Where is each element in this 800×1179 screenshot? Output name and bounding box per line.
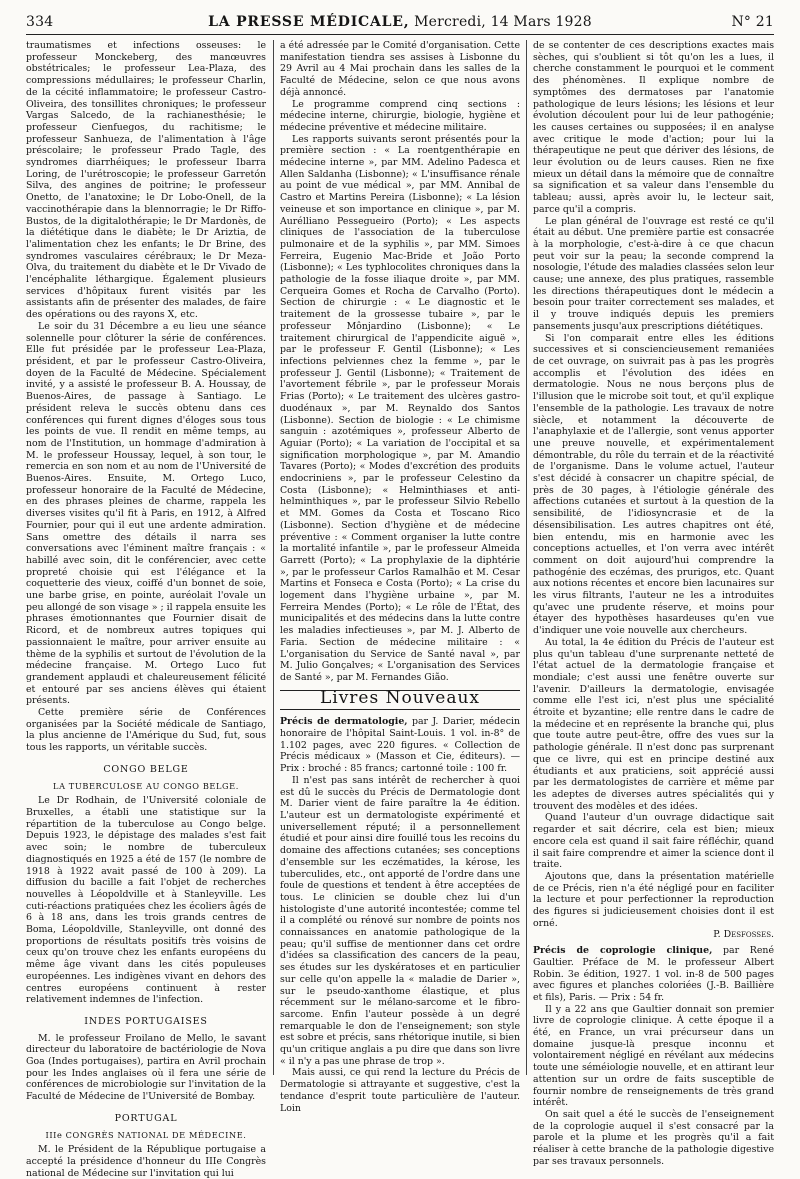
column-2 bbox=[280, 40, 521, 1114]
issue-number: N° 21 bbox=[731, 14, 774, 30]
paragraph: Au total, la 4e édition du Précis de l'auteur est plus qu'un tableau d'une surprenante netteté de l'état actuel de la dermatologie française et mondiale; c'est aussi une fenêtre ouverte sur l'avenir. D'ailleurs la dermatologie, envisagée comme elle l'est ici, n'est plus une spécialité étroite et byzantine; elle rentre dans le cadre de la médecine et en représente la branche qui, plus que toute autre peut-être, offre des vues sur la pathologie générale. Il n'est donc pas surprenant que ce livre, qui est en principe destiné aux étudiants et aux praticiens, soit apprécié aussi par les dermatologistes de carrière et même par les adeptes de diverses autres spécialités qui y trouvent des modèles et des idées. bbox=[533, 636, 774, 812]
book-entry bbox=[533, 945, 774, 1004]
paragraph: de se contenter de ces descriptions exactes mais sèches, qui s'oublient si tôt qu'on les a lues, il cherche constamment le pourquoi et le comment des phénomènes. Il explique nombre de symptômes des dermatoses par l'anatomie pathologique de leurs lésions; les lésions et leur évolution découlent pour lui de leur pathogénie; les causes certaines ou supposées; il en analyse avec critique le mode d'action; pour lui la thérapeutique ne peut que dériver des lésions, de leur évolution ou de leurs causes. Rien ne fixe mieux un détail dans la mémoire que de connaître sa signification et sa valeur dans l'ensemble du tableau; aussi, après avoir lu, le lecteur sait, parce qu'il a compris. bbox=[533, 40, 774, 215]
paragraph: Ajoutons que, dans la présentation matérielle de ce Précis, rien n'a été négligé pour en faciliter la lecture et pour perfectionner la reproduction des figures si judicieusement choisies dont il est orné. bbox=[533, 870, 774, 929]
section-heading-congo: CONGO BELGE bbox=[103, 763, 189, 775]
journal-title: LA PRESSE MÉDICALE, bbox=[208, 14, 410, 30]
section-heading-indes: INDES PORTUGAISES bbox=[84, 1015, 208, 1027]
paragraph: Le programme comprend cinq sections : médecine interne, chirurgie, biologie, hygiène et médecine préventive et médecine militaire. bbox=[280, 98, 520, 133]
book-title: Précis de coprologie clinique, bbox=[533, 945, 713, 957]
paragraph: Les rapports suivants seront présentés pour la première section : « La roentgenthérapie en médecine interne », par MM. Adelino Padesca et Allen Saldanha (Lisbonne); « L'insuffisance rénale au point de vue médical », par MM. Annibal de Castro et Martins Pereira (Lisbonne); « La lésion veineuse et son importance en clinique », par M. Aurélliano Pessegueiro (Porto); « Les aspects cliniques de l'association de la tuberculose pulmonaire et de la syphilis », par MM. Simoes Ferreira, Eugenio Mac-Bride et João Porto (Lisbonne); « Les typhlocolites chroniques dans la pathologie de la fosse iliaque droite », par MM. Cerqueira Gomes et Rocha de Carvalho (Porto). Section de chirurgie : « Le diagnostic et le traitement de la grossesse tubaire », par le professeur Mônjardino (Lisbonne); « Le traitement chirurgical de l'appendicite aiguë », par le professeur F. Gentil (Lisbonne); « Les infections pelviennes chez la femme », par le professeur J. Gentil (Lisbonne); « Traitement de l'avortement fébrile », par le professeur Morais Frias (Porto); « Le traitement des ulcères gastro-duodénaux », par M. Reynaldo dos Santos (Lisbonne). Section de biologie : « Le chimisme sanguin : azotémiques », professeur Alberto de Aguiar (Porto); « La variation de l'occipital et sa signification morphologique », par M. Amandio Tavares (Porto); « Modes d'excrétion des produits endocriniens », par le professeur Celestino da Costa (Lisbonne); « Helminthiases et anti-helminthiques », par le professeur Silvio Rebello et MM. Gomes da Costa et Toscano Rico (Lisbonne). Section d'hygiène et de médecine préventive : « Comment organiser la lutte contre la mortalité infantile », par le professeur Almeida Garrett (Porto); « La prophylaxie de la diphtérie », par le professeur Carlos Ramalhão et M. Cesar Martins et Fonseca e Costa (Porto); « La crise du logement dans l'hygiène urbaine », par M. Ferreira Mendes (Porto); « Le rôle de l'État, des municipalités et des médecins dans la lutte contre les maladies infectieuses », par M. J. Alberto de Faria. Section de médecine militaire : « L'organisation du Service de Santé naval », par M. Julio Gonçalves; « L'organisation des Services de Santé », par M. Fernandes Gião. bbox=[280, 133, 520, 683]
subsection-heading: IIIe CONGRÈS NATIONAL DE MÉDECINE. bbox=[45, 1129, 247, 1140]
author-signature: P. Desfosses. bbox=[713, 929, 774, 941]
paragraph: M. le Président de la République portugaise a accepté la présidence d'honneur du IIIe Congrès national de Médecine sur l'invitation qui lui bbox=[26, 1144, 266, 1179]
paragraph: M. le professeur Froilano de Mello, le savant directeur du laboratoire de bactériologie de Nova Goa (Indes portugaises), partira en Avril prochain pour les Indes anglaises où il fera une série de conférences de microbiologie sur l'invitation de la Faculté de Médecine de l'Université de Bombay. bbox=[26, 1032, 266, 1103]
book-reference: par J. Darier, médecin honoraire de l'hôpital Saint-Louis. 1 vol. in-8° de 1.102 pages, avec 220 figures. « Collection de Précis médicaux » (Masson et Cie, éditeurs). — Prix : broché : 85 francs; cartonné toile : 100 fr. bbox=[280, 716, 521, 775]
issue-date: Mercredi, 14 Mars 1928 bbox=[414, 14, 592, 30]
paragraph: Si l'on comparait entre elles les éditions successives et si consciencieusement remaniées de cet ouvrage, on suivrait pas à pas les progrès accomplis et l'évolution des idées en dermatologie. Nous ne nous berçons plus de l'illusion que le microbe soit tout, et qu'il explique l'ensemble de la pathologie. Les travaux de notre siècle, et notamment la découverte de l'anaphylaxie et de l'allergie, sont venus apporter une preuve nouvelle, et expérimentalement démontrable, du rôle du terrain et de la réactivité de l'organisme. Dans le volume actuel, l'auteur s'est décidé à consacrer un chapitre spécial, de près de 30 pages, à l'étiologie générale des affections cutanées et surtout à la question de la sensibilité, de l'idiosyncrasie et de la désensibilisation. Les autres chapitres ont été, bien entendu, mis en harmonie avec les conceptions actuelles, et l'on verra avec intérêt comment on doit aujourd'hui comprendre la pathogénie des eczémas, des prurigos, etc. Quant aux notions récentes et encore bien lacunaires sur les virus filtrants, l'auteur ne les a introduites qu'avec une prudente réserve, et moins pour étayer des hypothèses hasardeuses qu'en vue d'indiquer une voie nouvelle aux chercheurs. bbox=[533, 332, 774, 637]
paragraph: Cette première série de Conférences organisées par la Société médicale de Santiago, la plus ancienne de l'Amérique du Sud, fut, sous tous les rapports, un véritable succès. bbox=[26, 707, 266, 754]
paragraph: Le soir du 31 Décembre a eu lieu une séance solennelle pour clôturer la série de conférences. Elle fut présidée par le professeur Lea-Plaza, président, et par le professeur Castro-Oliveira, doyen de la Faculté de Médecine. Spécialement invité, y a assisté le professeur B. A. Houssay, de Buenos-Aires, de passage à Santiago. Le président releva le succès obtenu dans ces conférences qui furent dignes d'éloges sous tous les points de vue. Il rendit en même temps, au nom de l'Institution, un hommage d'admiration à M. le professeur Houssay, lequel, à son tour, le remercia en son nom et au nom de l'Université de Buenos-Aires. Ensuite, M. Ortego Luco, professeur honoraire de la Faculté de Médecine, en des phrases pleines de charme, rappela les diverses visites qu'il fit à Paris, en 1912, à Alfred Fournier, pour qui il eut une ardente admiration. Sans omettre des détails il narra ses conversations avec l'éminent maître français : « habillé avec soin, dit le conférencier, avec cette propreté choisie qui est l'élégance et la coquetterie des vieux, coiffé d'un bonnet de soie, une barbe grise, en pointe, auréolait l'ovale un peu allongé de son visage » ; il rappela ensuite les phrases émotionnantes que Fournier disait de Ricord, et de nombreux autres topiques qui passionnaient le maître, pour arriver ensuite au thème de la syphilis et surtout de l'évolution de la médecine française. M. Ortego Luco fut grandement applaudi et chaleureusement félicité et entouré par ses anciens élèves qui étaient présents. bbox=[26, 320, 266, 707]
paragraph: Le Dr Rodhain, de l'Université coloniale de Bruxelles, a établi une statistique sur la répartition de la tuberculose au Congo belge. Depuis 1923, le dépistage des malades s'est fait avec soin; le nombre de tuberculeux diagnostiqués en 1925 a été de 157 (le nombre de 1918 à 1922 avait passé de 100 à 209). La diffusion du bacille a fait l'objet de recherches nouvelles à Léopoldville et à Stanleyville. Les cuti-réactions pratiquées chez les écoliers âgés de 6 à 18 ans, dans les trois grands centres de Boma, Léopoldville, Stanleyville, ont donné des proportions de résultats positifs très voisins de ceux qu'on trouve chez les enfants européens du même âge vivant dans les cités populeuses européennes. Les indigènes vivant en dehors des centres européens continuent à rester relativement indemnes de l'infection. bbox=[26, 795, 266, 1006]
section-title: Livres Nouveaux bbox=[319, 687, 481, 708]
paragraph: On sait quel a été le succès de l'enseignement de la coprologie auquel il s'est consacré par la parole et la plume et les progrès qu'il a fait réaliser à cette branche de la pathologie digestive par ses travaux personnels. bbox=[533, 1108, 774, 1167]
column-1 bbox=[26, 40, 266, 1179]
paragraph: Il n'est pas sans intérêt de rechercher à quoi est dû le succès du Précis de Dermatologie dont M. Darier vient de faire paraître la 4e édition. L'auteur est un dermatologiste expérimenté et universellement réputé; il a personnellement étudié et pour ainsi dire fouillé tous les recoins du domaine des affections cutanées; ses conceptions d'ensemble sur les eczématides, la kérose, les tuberculides, etc., ont apporté de l'ordre dans une foule de questions et tendent à être acceptées de tous. Le clinicien se double chez lui d'un histologiste d'une autorité incontestée; comme tel il a complété ou rénové sur nombre de points nos connaissances en anatomie pathologique de la peau; qu'il suffise de mentionner dans cet ordre d'idées sa classification des cancers de la peau, ses études sur les dyskératoses et en particulier sur celle qu'on appelle la « maladie de Darier », sur le pseudo-xanthome élastique, et plus récemment sur le mélano-sarcome et le fibro-sarcome. Enfin l'auteur possède à un degré remarquable le don de l'enseignement; son style est sobre et précis, sans rhétorique inutile, si bien qu'un critique anglais a pu dire que dans son livre « il n'y a pas une phrase de trop ». bbox=[280, 774, 520, 1067]
paragraph: Le plan général de l'ouvrage est resté ce qu'il était au début. Une première partie est consacrée à la morphologie, c'est-à-dire à ce que chacun peut voir sur la peau; la seconde comprend la nosologie, l'étude des maladies classées selon leur cause; une annexe, des plus pratiques, rassemble les directions thérapeutiques dont le médecin a besoin pour traiter correctement ses malades, et il y trouve indiqués depuis les premiers pansements jusqu'aux prescriptions diététiques. bbox=[533, 215, 774, 332]
livres-nouveaux-banner bbox=[280, 687, 520, 711]
journal-masthead bbox=[26, 14, 774, 30]
book-entry bbox=[280, 716, 520, 775]
header-rule bbox=[26, 34, 774, 35]
section-heading-portugal: PORTUGAL bbox=[114, 1112, 178, 1124]
paragraph: a été adressée par le Comité d'organisation. Cette manifestation tiendra ses assises à Lisbonne du 29 Avril au 4 Mai prochain dans les salles de la Faculté de Médecine, selon ce que nous avons déjà annoncé. bbox=[280, 40, 520, 98]
subsection-heading: LA TUBERCULOSE AU CONGO BELGE. bbox=[53, 780, 239, 791]
column-3 bbox=[533, 40, 774, 1167]
paragraph: Quand l'auteur d'un ouvrage didactique sait regarder et sait décrire, cela est bien; mieux encore cela est quand il sait faire réfléchir, quand il sait faire comprendre et aimer la science dont il traite. bbox=[533, 812, 774, 871]
book-title: Précis de dermatologie, bbox=[280, 716, 408, 728]
paragraph: Mais aussi, ce qui rend la lecture du Précis de Dermatologie si attrayante et suggestive, c'est la tendance d'esprit toute particulière de l'auteur. Loin bbox=[280, 1067, 520, 1114]
paragraph: traumatismes et infections osseuses: le professeur Monckeberg, des manœuvres obstétricales; le professeur Lea-Plaza, des compressions médullaires; le professeur Charlin, de la cécité inflammatoire; le professeur Castro-Oliveira, des tonsillites chroniques; le professeur Vargas Salcedo, de la rachianesthésie; le professeur Cienfuegos, du rachitisme; le professeur Sanhueza, de l'alimentation à l'âge préscolaire; le professeur Prado Tagle, des syndromes diarrhéiques; le professeur Ibarra Loring, de l'urétroscopie; le professeur Garretón Silva, des angines de poitrine; le professeur Onetto, de l'anatoxine; le Dr Lobo-Onell, de la vaccinothérapie dans la blennorragie; le Dr Riffo-Bustos, de la digitalothérapie; le Dr Mardonès, de la diététique dans le diabète; le Dr Ariztia, de l'alimentation chez les enfants; le Dr Brine, des syndromes vasculaires cérébraux; le Dr Meza-Olva, du traitement du diabète et le Dr Vivado de l'encéphalite léthargique. Également plusieurs services d'hôpitaux furent visités par les assistants afin de présenter des malades, de faire des opérations ou des rayons X, etc. bbox=[26, 40, 266, 321]
page-number: 334 bbox=[26, 14, 54, 30]
column-divider bbox=[526, 40, 527, 1075]
book-reference: par René Gaultier. Préface de M. le professeur Albert Robin. 3e édition, 1927. 1 vol. in-8 de 500 pages avec figures et planches coloriées (J.-B. Baillière et fils), Paris. — Prix : 54 fr. bbox=[533, 945, 774, 1003]
column-divider bbox=[273, 40, 274, 1075]
paragraph: Il y a 22 ans que Gaultier donnait son premier livre de coprologie clinique. À cette époque il a été, en France, un vrai précurseur dans un domaine jusque-là presque inconnu et volontairement négligé en révélant aux médecins toute une séméiologie nouvelle, et en attirant leur attention sur un ordre de faits susceptible de fournir nombre de renseignements de très grand intérêt. bbox=[533, 1003, 774, 1109]
page-header bbox=[26, 14, 774, 32]
